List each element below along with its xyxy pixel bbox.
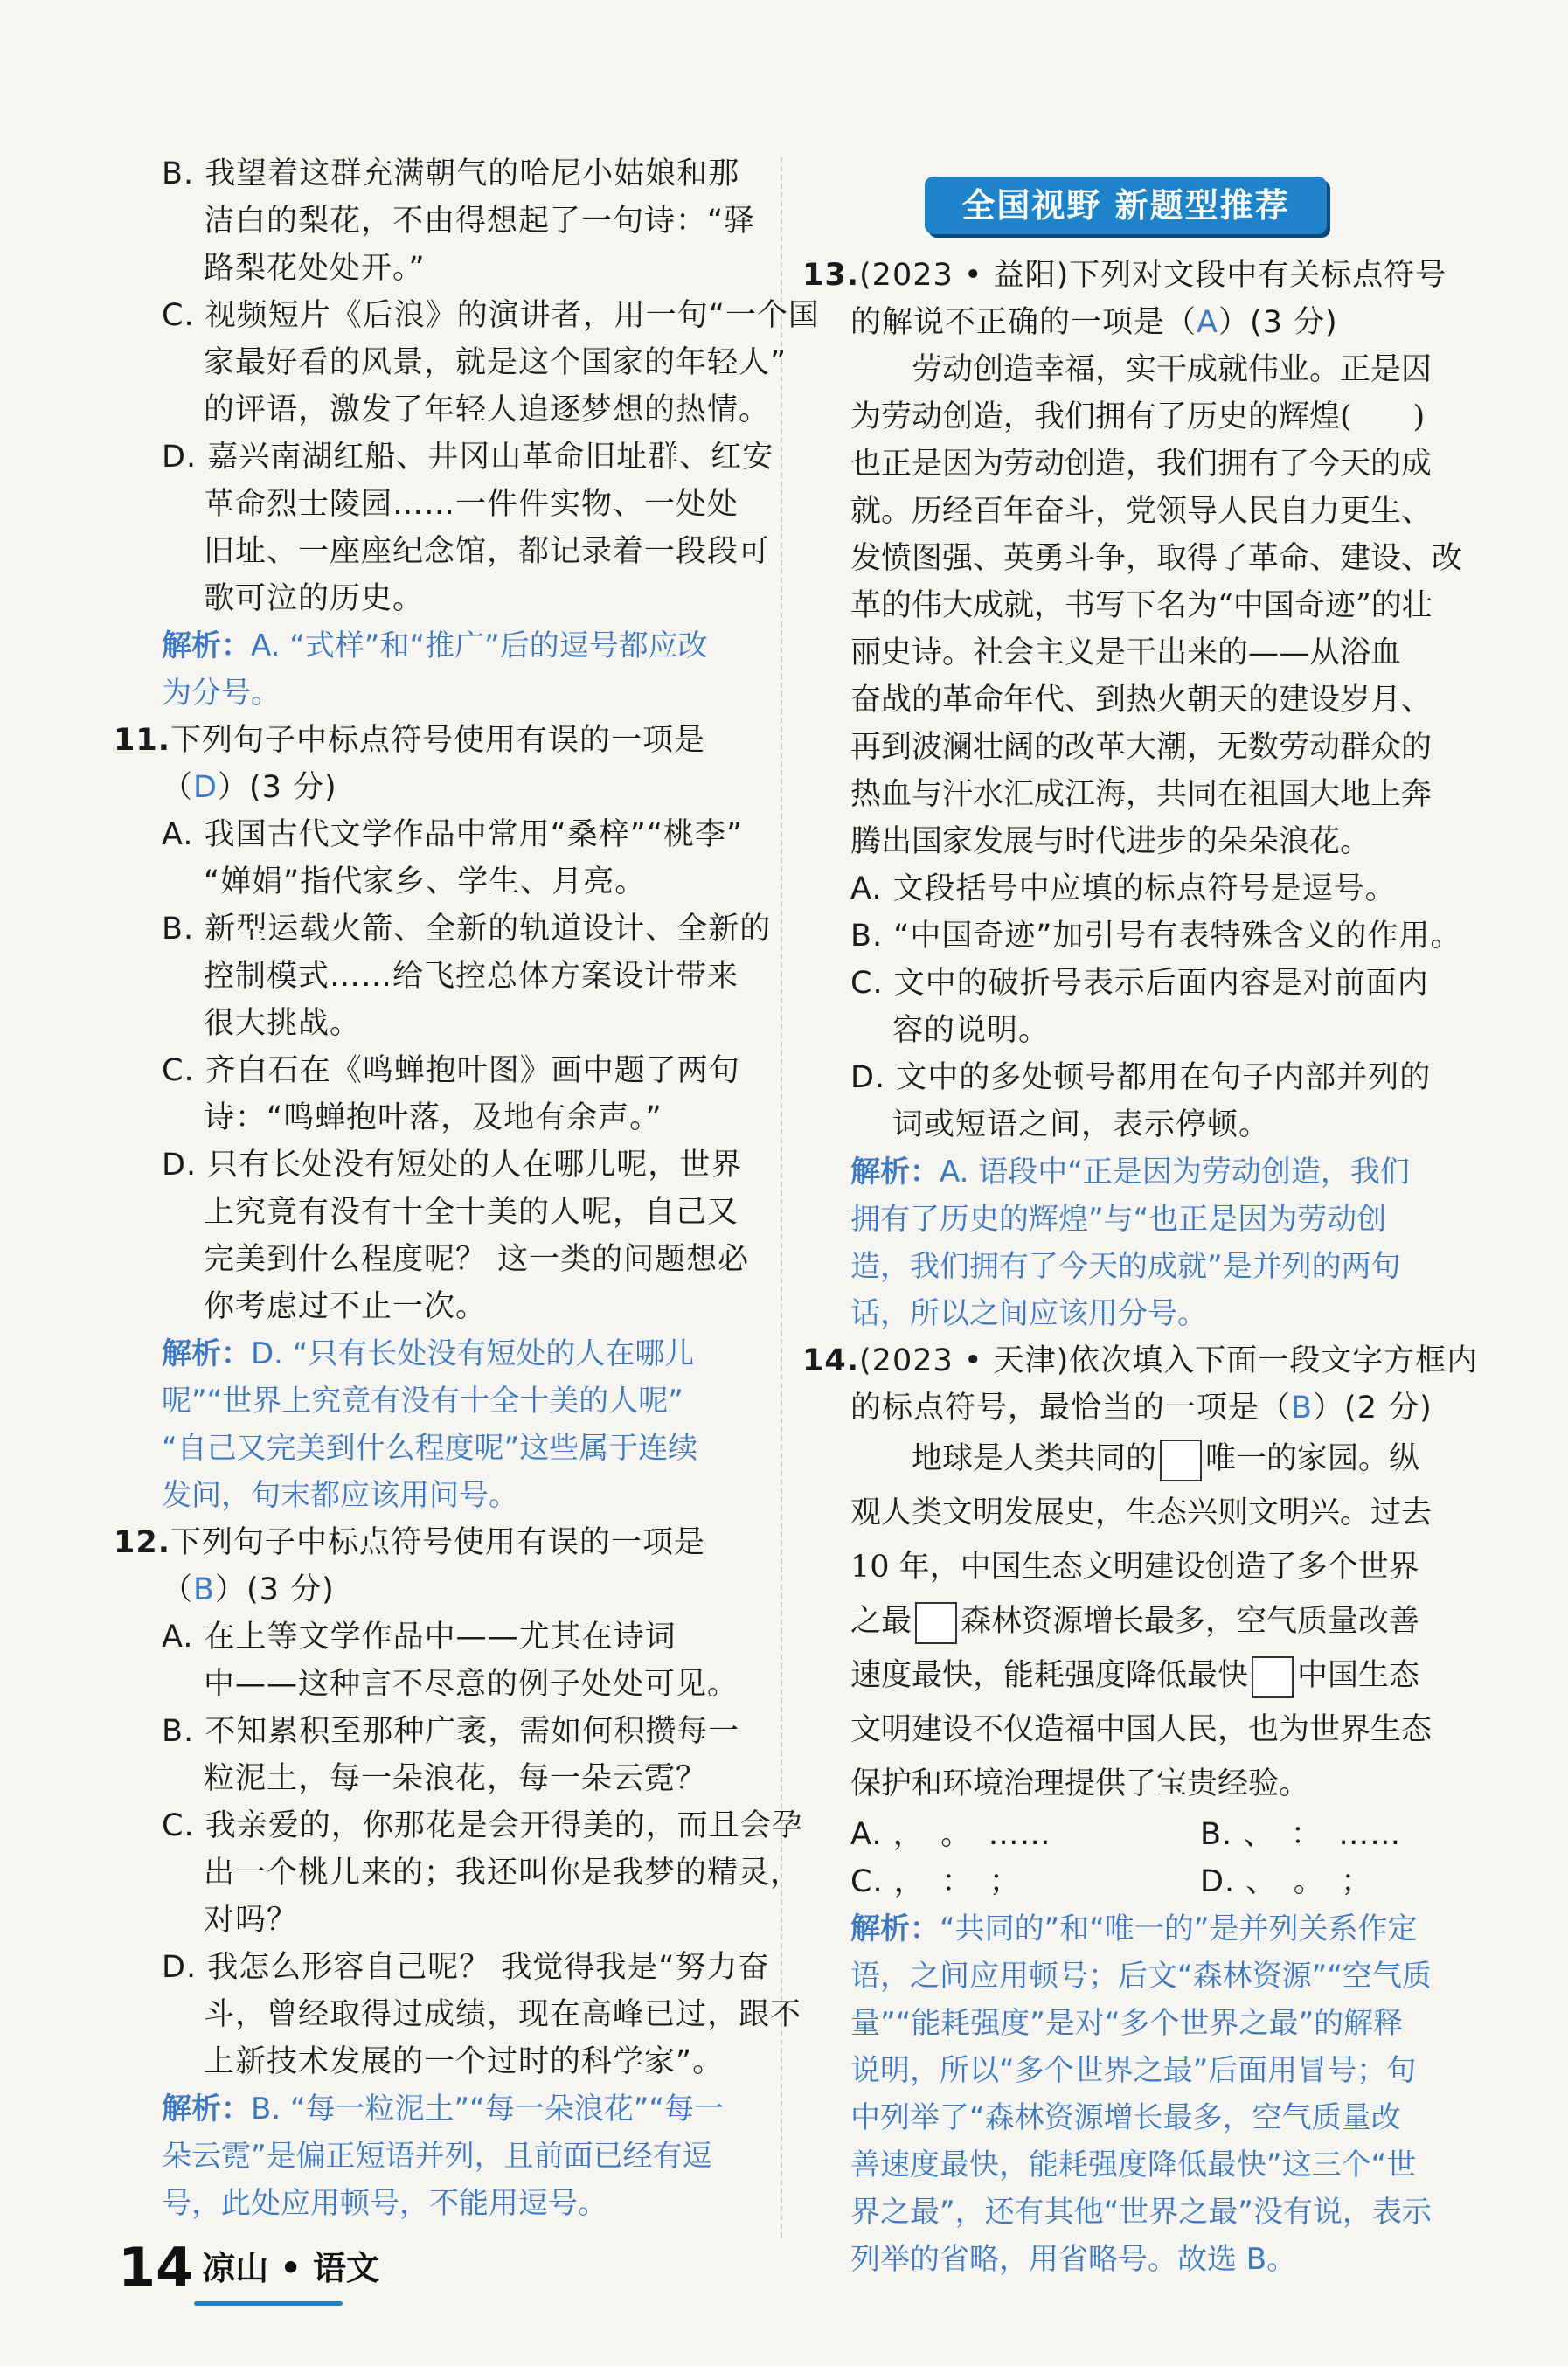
- book-region-title: 凉山 • 语文: [202, 2249, 380, 2287]
- blank-box: [915, 1602, 957, 1644]
- stem-text: (2023 • 益阳)下列对文段中有关标点符号: [859, 258, 1447, 293]
- explanation-line: 解析：A. “式样”和“推广”后的逗号都应改: [162, 628, 708, 663]
- option-line: D. 文中的多处顿号都用在句子内部并列的: [850, 1060, 1432, 1095]
- option-b: B. 、 ： ……: [1200, 1817, 1402, 1852]
- explanation-line: 为分号。: [162, 676, 281, 711]
- option-line: 歌可泣的历史。: [204, 581, 425, 616]
- explanation-line: 列举的省略，用省略号。故选 B。: [850, 2242, 1297, 2277]
- answer-open-paren: （: [162, 770, 194, 805]
- passage-line: 革的伟大成就，书写下名为“中国奇迹”的壮: [850, 588, 1433, 623]
- option-c: C. ， ： ；: [850, 1864, 1021, 1899]
- explanation-line: 量”“能耗强度”是对“多个世界之最”的解释: [850, 2006, 1404, 2041]
- option-line: 洁白的梨花，不由得想起了一句诗：“驿: [204, 204, 756, 239]
- question-stem: [114, 717, 792, 764]
- passage-segment: 之最: [850, 1604, 912, 1639]
- options-row: [802, 1858, 1481, 1905]
- option-line: 斗，曾经取得过成绩，现在高峰已过，跟不: [204, 1997, 802, 2032]
- passage-line: [802, 1432, 1481, 1486]
- score-text: ）(2 分): [1313, 1391, 1433, 1426]
- explanation-label: 解析：: [162, 1336, 251, 1371]
- explanation-line: 说明，所以“多个世界之最”后面用冒号；句: [850, 2053, 1417, 2088]
- option-line: D. 只有长处没有短处的人在哪儿呢，世界: [162, 1148, 743, 1183]
- footer-accent-rule: [194, 2301, 343, 2306]
- banner-title: 全国视野 新题型推荐: [961, 186, 1290, 225]
- passage-line: 就。历经百年奋斗，党领导人民自力更生、: [850, 494, 1433, 529]
- stem-text: (2023 • 天津)依次填入下面一段文字方框内: [859, 1343, 1479, 1378]
- question-number: 14.: [802, 1343, 860, 1378]
- question-14: [802, 1337, 1481, 2283]
- options-row: [802, 1811, 1481, 1858]
- explanation-label: 解析：: [850, 1155, 940, 1190]
- option-line: C. 我亲爱的，你那花是会开得美的，而且会孕: [162, 1808, 803, 1843]
- passage-line: 文明建设不仅造福中国人民，也为世界生态: [850, 1712, 1433, 1747]
- question-11: [114, 717, 792, 1519]
- section-banner: [925, 177, 1327, 234]
- answer-line: [114, 764, 792, 811]
- page-number: 14: [118, 2236, 194, 2300]
- option-line: 你考虑过不止一次。: [204, 1289, 488, 1324]
- passage-segment: 唯一的家园。纵: [1205, 1441, 1420, 1476]
- explanation-line: 造，我们拥有了今天的成就”是并列的两句: [850, 1249, 1401, 1284]
- option-line: C. 齐白石在《鸣蝉抱叶图》画中题了两句: [162, 1053, 740, 1088]
- stem-text: 的标点符号，最恰当的一项是: [850, 1391, 1260, 1426]
- blank-box: [1252, 1656, 1294, 1698]
- question-number: 11.: [114, 723, 171, 758]
- passage-line: 观人类文明发展史，生态兴则文明兴。过去: [850, 1495, 1433, 1530]
- explanation-line: 界之最”，还有其他“世界之最”没有说，表示: [850, 2195, 1432, 2230]
- option-line: A. 在上等文学作品中——尤其在诗词: [162, 1620, 676, 1655]
- passage-line: 为劳动创造，我们拥有了历史的辉煌( ): [850, 399, 1426, 434]
- option-line: D. 我怎么形容自己呢？ 我觉得我是“努力奋: [162, 1950, 770, 1985]
- question-stem: [802, 1337, 1481, 1384]
- score-text: ）(3 分): [215, 1572, 335, 1607]
- option-line: 容的说明。: [892, 1013, 1051, 1048]
- answer-line: [114, 1566, 792, 1613]
- explanation-line: 发问，句末都应该用问号。: [162, 1478, 518, 1513]
- left-column: [114, 150, 820, 2227]
- option-line: 对吗？: [204, 1903, 299, 1938]
- option-line: 路梨花处处开。”: [204, 251, 426, 286]
- explanation-line: “自己又完美到什么程度呢”这些属于连续: [162, 1431, 698, 1466]
- q10-option-d: [114, 434, 792, 622]
- option-line: B. 新型运载火箭、全新的轨道设计、全新的: [162, 912, 772, 947]
- passage-segment: 速度最快，能耗强度降低最快: [850, 1658, 1249, 1693]
- answer-letter: B: [1291, 1391, 1314, 1426]
- passage-line: 保护和环境治理提供了宝贵经验。: [850, 1766, 1310, 1801]
- passage-line: [802, 1594, 1481, 1648]
- option-line: 完美到什么程度呢？ 这一类的问题想必: [204, 1242, 750, 1277]
- explanation-line: 解析：B. “每一粒泥土”“每一朵浪花”“每一: [162, 2092, 725, 2127]
- question-number: 12.: [114, 1525, 171, 1560]
- option-line: A. 文段括号中应填的标点符号是逗号。: [850, 871, 1397, 906]
- passage-line: 腾出国家发展与时代进步的朵朵浪花。: [850, 824, 1371, 859]
- page-footer: [118, 2238, 379, 2299]
- explanation-line: 解析：A. 语段中“正是因为劳动创造，我们: [850, 1155, 1410, 1190]
- option-d: D. 、 。 ；: [1200, 1864, 1373, 1899]
- explanation-line: 号，此处应用顿号，不能用逗号。: [162, 2186, 607, 2221]
- answer-open-paren: （: [1165, 305, 1197, 340]
- option-line: 粒泥土，每一朵浪花，每一朵云霓？: [204, 1761, 708, 1796]
- option-line: 中——这种言不尽意的例子处处可见。: [204, 1667, 739, 1702]
- right-column: [802, 252, 1481, 2283]
- option-line: “婵娟”指代家乡、学生、月亮。: [204, 864, 647, 899]
- question-stem: [802, 299, 1481, 346]
- option-line: 的评语，激发了年轻人追逐梦想的热情。: [204, 392, 771, 427]
- option-line: 革命烈士陵园……一件件实物、一处处: [204, 487, 739, 522]
- answer-open-paren: （: [1259, 1391, 1292, 1426]
- passage-segment: 地球是人类共同的: [912, 1441, 1157, 1476]
- passage-segment: 中国生态: [1297, 1658, 1420, 1693]
- explanation-label: 解析：: [162, 628, 251, 663]
- score-text: ）(3 分): [217, 770, 337, 805]
- passage-line: 发愤图强、英勇斗争，取得了革命、建设、改: [850, 541, 1463, 576]
- passage-line: 劳动创造幸福，实干成就伟业。正是因: [912, 352, 1433, 387]
- option-line: A. 我国古代文学作品中常用“桑梓”“桃李”: [162, 817, 744, 852]
- explanation-line: 话，所以之间应该用分号。: [850, 1296, 1207, 1331]
- q10-option-b: [114, 150, 792, 292]
- passage-line: 再到波澜壮阔的改革大潮，无数劳动群众的: [850, 730, 1433, 765]
- explanation-line: 拥有了历史的辉煌”与“也正是因为劳动创: [850, 1202, 1387, 1237]
- explanation-line: 朵云霓”是偏正短语并列，且前面已经有逗: [162, 2139, 712, 2174]
- answer-letter: D: [193, 770, 218, 805]
- question-13: [802, 252, 1481, 1337]
- explanation-label: 解析：: [850, 1912, 940, 1946]
- option-line: B. 我望着这群充满朝气的哈尼小姑娘和那: [162, 156, 740, 191]
- passage-segment: 森林资源增长最多，空气质量改善: [961, 1604, 1420, 1639]
- answer-open-paren: （: [162, 1572, 194, 1607]
- passage-line: 丽史诗。社会主义是干出来的——从浴血: [850, 635, 1402, 670]
- explanation-line: 中列举了“森林资源增长最多，空气质量改: [850, 2100, 1401, 2135]
- question-number: 13.: [802, 258, 860, 293]
- question-stem: [802, 252, 1481, 299]
- answer-letter: B: [193, 1572, 216, 1607]
- explanation-line: 解析：D. “只有长处没有短处的人在哪儿: [162, 1336, 695, 1371]
- option-line: 很大挑战。: [204, 1006, 362, 1041]
- option-a: A. ， 。 ……: [850, 1817, 1051, 1852]
- question-stem: [114, 1519, 792, 1566]
- q10-explanation: [114, 622, 792, 717]
- stem-text: 下列句子中标点符号使用有误的一项是: [170, 723, 706, 758]
- option-line: 旧址、一座座纪念馆，都记录着一段段可: [204, 534, 771, 569]
- question-12: [114, 1519, 803, 2227]
- option-line: 上新技术发展的一个过时的科学家”。: [204, 2044, 725, 2079]
- passage-line: 奋战的革命年代、到热火朝天的建设岁月、: [850, 683, 1433, 718]
- score-text: ）(3 分): [1218, 305, 1338, 340]
- explanation-line: 解析：“共同的”和“唯一的”是并列关系作定: [850, 1912, 1418, 1946]
- option-line: B. 不知累积至那种广袤，需如何积攒每一: [162, 1714, 740, 1749]
- option-line: 出一个桃儿来的；我还叫你是我梦的精灵，: [204, 1856, 802, 1891]
- stem-text: 的解说不正确的一项是: [850, 305, 1166, 340]
- option-line: C. 视频短片《后浪》的演讲者，用一句“一个国: [162, 298, 820, 333]
- option-line: 词或短语之间，表示停顿。: [892, 1107, 1271, 1142]
- option-line: 上究竟有没有十全十美的人呢，自己又: [204, 1195, 739, 1230]
- stem-text: 下列句子中标点符号使用有误的一项是: [170, 1525, 706, 1560]
- blank-box: [1160, 1440, 1202, 1481]
- option-line: D. 嘉兴南湖红船、井冈山革命旧址群、红安: [162, 440, 774, 475]
- option-line: C. 文中的破折号表示后面内容是对前面内: [850, 966, 1429, 1001]
- explanation-line: 呢”“世界上究竟有没有十全十美的人呢”: [162, 1384, 683, 1419]
- option-line: 家最好看的风景，就是这个国家的年轻人”: [204, 345, 787, 380]
- passage-line: 也正是因为劳动创造，我们拥有了今天的成: [850, 447, 1433, 482]
- option-line: 控制模式……给飞控总体方案设计带来: [204, 959, 739, 994]
- q10-option-c: [114, 292, 820, 434]
- option-line: 诗：“鸣蝉抱叶落，及地有余声。”: [204, 1100, 663, 1135]
- explanation-label: 解析：: [162, 2092, 251, 2127]
- passage-line: 10 年，中国生态文明建设创造了多个世界: [850, 1550, 1419, 1585]
- passage-line: 热血与汗水汇成江海，共同在祖国大地上奔: [850, 777, 1433, 812]
- explanation-line: 语，之间应用顿号；后文“森林资源”“空气质: [850, 1959, 1432, 1994]
- passage-line: [802, 1648, 1481, 1703]
- option-line: B. “中国奇迹”加引号有表特殊含义的作用。: [850, 919, 1462, 954]
- question-stem: [802, 1384, 1481, 1432]
- explanation-line: 善速度最快，能耗强度降低最快”这三个“世: [850, 2147, 1417, 2182]
- answer-letter: A: [1197, 305, 1218, 340]
